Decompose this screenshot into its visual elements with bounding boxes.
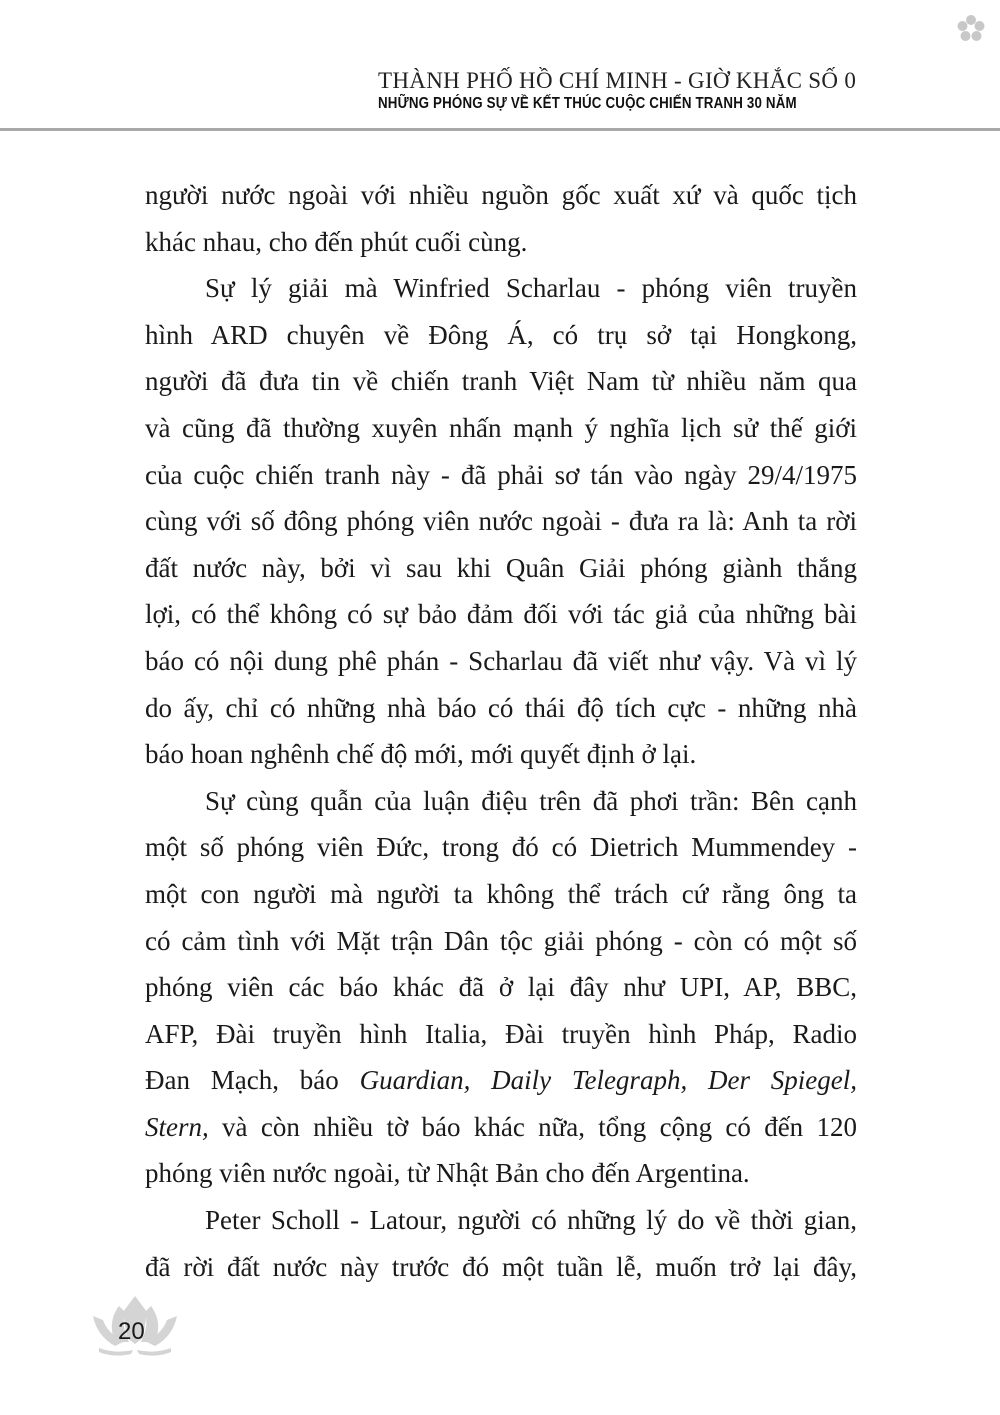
text-line: AFP, Đài truyền hình Italia, Đài truyền hình Pháp, Radio: [145, 1018, 857, 1049]
text-line: cùng với số đông phóng viên nước ngoài - đưa ra là: Anh ta rời: [145, 506, 857, 537]
flower-ornament-icon: [954, 12, 988, 46]
paragraph-start-line: Sự lý giải mà Winfried Scharlau - phóng viên truyền: [205, 273, 857, 304]
book-title: THÀNH PHỐ HỒ CHÍ MINH - GIỜ KHẮC SỐ 0: [378, 68, 857, 93]
text-line: báo hoan nghênh chế độ mới, mới quyết định ở lại.: [145, 739, 697, 770]
running-header: [378, 68, 865, 114]
text-line: một số phóng viên Đức, trong đó có Dietrich Mummendey -: [145, 832, 857, 863]
publication-name-italic: Stern,: [145, 1111, 209, 1142]
text-line: phóng viên các báo khác đã ở lại đây như UPI, AP, BBC,: [145, 972, 857, 1003]
text-line: người đã đưa tin về chiến tranh Việt Nam từ nhiều năm qua: [145, 366, 857, 397]
text-line-mixed-italic: [145, 1057, 857, 1104]
paragraph-start-line: Peter Scholl - Latour, người có những lý do về thời gian,: [205, 1205, 857, 1236]
text-line: người nước ngoài với nhiều nguồn gốc xuất xứ và quốc tịch: [145, 180, 857, 210]
text-line: hình ARD chuyên về Đông Á, có trụ sở tại Hongkong,: [145, 319, 857, 350]
text-line: của cuộc chiến tranh này - đã phải sơ tán vào ngày 29/4/1975: [145, 459, 857, 490]
text-line: lợi, có thể không có sự bảo đảm đối với tác giả của những bài: [145, 599, 857, 630]
text-segment: Đan Mạch, báo: [145, 1065, 360, 1096]
text-line: có cảm tình với Mặt trận Dân tộc giải phóng - còn có một số: [145, 925, 857, 956]
publication-names-italic: Guardian, Daily Telegraph, Der Spiegel,: [359, 1065, 857, 1096]
text-line: phóng viên nước ngoài, từ Nhật Bản cho đến Argentina.: [145, 1158, 750, 1189]
text-line: báo có nội dung phê phán - Scharlau đã viết như vậy. Và vì lý: [145, 645, 857, 676]
header-divider: [0, 128, 1000, 131]
text-line: một con người mà người ta không thể trách cứ rằng ông ta: [145, 878, 857, 909]
text-line: và cũng đã thường xuyên nhấn mạnh ý nghĩa lịch sử thế giới: [145, 412, 857, 443]
text-line: đã rời đất nước này trước đó một tuần lễ, muốn trở lại đây,: [145, 1251, 857, 1282]
page-body: [145, 172, 857, 1290]
text-segment: và còn nhiều tờ báo khác nữa, tổng cộng có đến 120: [208, 1111, 857, 1142]
text-line: đất nước này, bởi vì sau khi Quân Giải phóng giành thắng: [145, 552, 857, 583]
text-line-mixed-italic: [145, 1104, 857, 1151]
paragraph-start-line: Sự cùng quẫn của luận điệu trên đã phơi trần: Bên cạnh: [205, 785, 857, 816]
text-line: khác nhau, cho đến phút cuối cùng.: [145, 226, 528, 257]
page-number: 20: [118, 1318, 145, 1345]
book-subtitle: NHỮNG PHÓNG SỰ VỀ KẾT THÚC CUỘC CHIẾN TRANH 30 NĂM: [378, 95, 797, 112]
text-line: do ấy, chỉ có những nhà báo có thái độ tích cực - những nhà: [145, 692, 857, 723]
